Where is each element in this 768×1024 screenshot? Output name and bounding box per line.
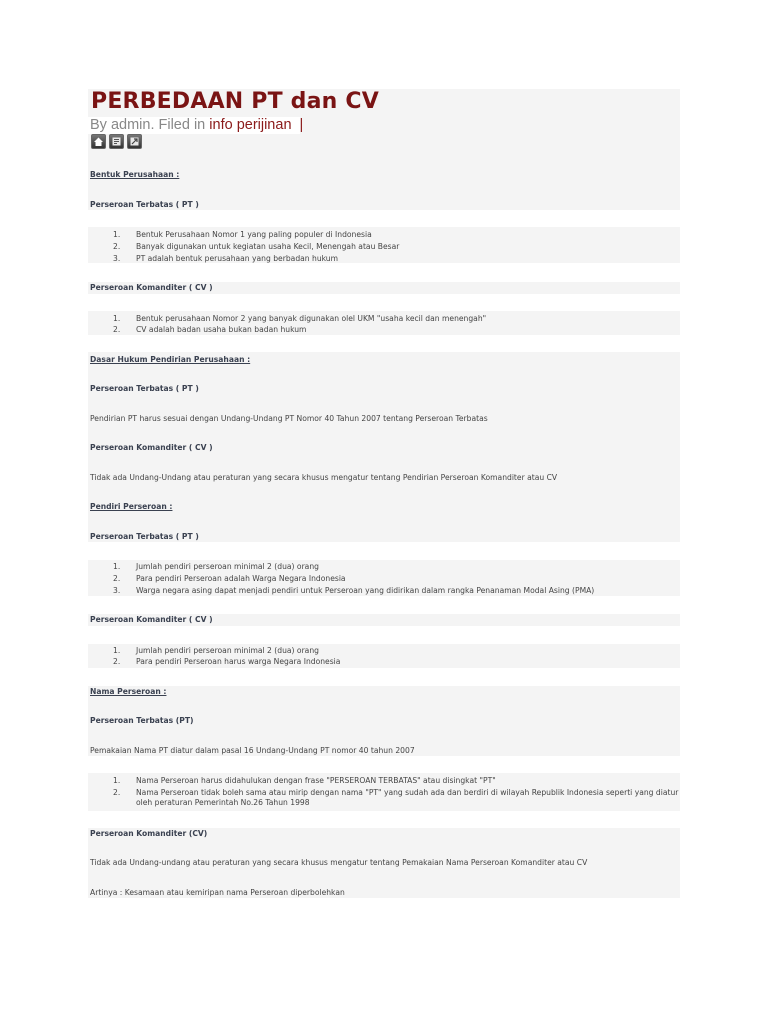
section-heading-nama: Nama Perseroan : <box>90 687 167 696</box>
subheading-pt: Perseroan Terbatas ( PT ) <box>90 532 199 541</box>
home-icon[interactable] <box>91 134 106 149</box>
subheading-pt: Perseroan Terbatas ( PT ) <box>90 384 199 393</box>
category-link[interactable]: info perijinan <box>209 117 292 133</box>
page-title: PERBEDAAN PT dan CV <box>91 89 379 114</box>
byline <box>90 117 303 133</box>
subheading-cv: Perseroan Komanditer ( CV ) <box>90 443 213 452</box>
paragraph: Pendirian PT harus sesuai dengan Undang-Undang PT Nomor 40 Tahun 2007 tentang Perseroan Terbatas <box>90 414 488 423</box>
paragraph: Pemakaian Nama PT diatur dalam pasal 16 Undang-Undang PT nomor 40 tahun 2007 <box>90 746 415 755</box>
section-heading-dasar: Dasar Hukum Pendirian Perusahaan : <box>90 355 251 364</box>
print-icon[interactable] <box>109 134 124 149</box>
section-heading-pendiri: Pendiri Perseroan : <box>90 502 173 511</box>
subheading-cv: Perseroan Komanditer ( CV ) <box>90 283 213 292</box>
section-heading-bentuk: Bentuk Perusahaan : <box>90 170 180 179</box>
subheading-cv: Perseroan Komanditer (CV) <box>90 829 208 838</box>
paragraph-note: Artinya : Kesamaan atau kemiripan nama Perseroan diperbolehkan <box>90 888 345 897</box>
share-icon[interactable] <box>127 134 142 149</box>
subheading-pt: Perseroan Terbatas (PT) <box>90 716 194 725</box>
subheading-pt: Perseroan Terbatas ( PT ) <box>90 200 199 209</box>
subheading-cv: Perseroan Komanditer ( CV ) <box>90 615 213 624</box>
byline-band <box>300 117 680 134</box>
byline-separator: | <box>299 117 304 133</box>
byline-prefix: By admin. Filed in <box>90 117 206 133</box>
paragraph: Tidak ada Undang-Undang atau peraturan yang secara khusus mengatur tentang Pendirian Perseroan Komanditer atau CV <box>90 473 558 482</box>
toolbar-icons <box>91 134 142 150</box>
paragraph: Tidak ada Undang-undang atau peraturan yang secara khusus mengatur tentang Pemakaian Nama Perseroan Komanditer atau CV <box>90 858 588 867</box>
